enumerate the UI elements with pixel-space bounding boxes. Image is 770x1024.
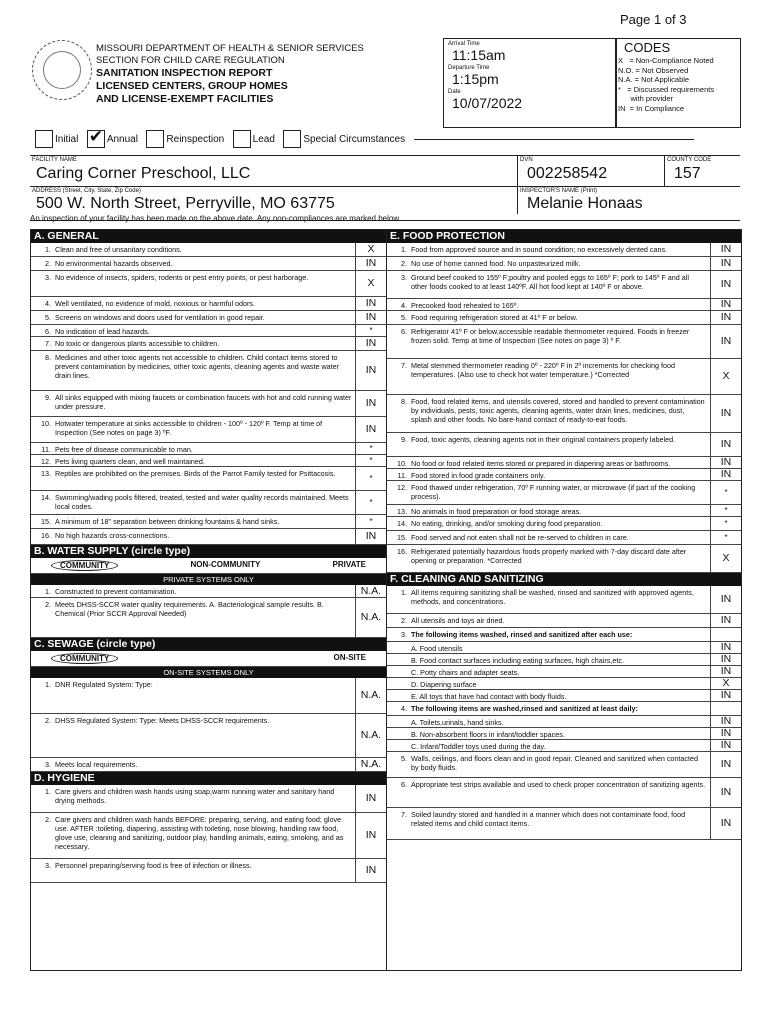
- status-mark[interactable]: IN: [710, 728, 741, 739]
- item-number: 1.: [45, 787, 51, 796]
- agency-block: [96, 43, 426, 106]
- status-mark[interactable]: IN: [710, 586, 741, 613]
- item-text: Food from approved source and in sound condition; no excessively dented cans.: [411, 245, 668, 254]
- status-mark[interactable]: IN: [710, 243, 741, 256]
- item-number: 6.: [401, 780, 407, 789]
- type-options: [31, 558, 386, 574]
- item-text: Metal stemmed thermometer reading 0º - 220º F in 2º increments for checking food temperatures. (Also use to check hot water temperature.) *Corrected: [411, 361, 675, 379]
- item-text: Swimming/wading pools filtered, treated, tested and water quality records maintained. Meets local codes.: [55, 493, 349, 511]
- item-number: 7.: [401, 361, 407, 370]
- item-text: Screens on windows and doors used for ventilation in good repair.: [55, 313, 265, 322]
- status-mark[interactable]: X: [710, 545, 741, 572]
- checklist-row: [31, 785, 386, 813]
- item-number: 11.: [41, 445, 51, 454]
- status-mark[interactable]: *: [710, 505, 741, 516]
- item-text: No indication of lead hazards.: [55, 327, 150, 336]
- item-text: Reptiles are prohibited on the premises. Birds of the Parrot Family tested for Psittacosis.: [55, 469, 336, 478]
- item-number: 14.: [41, 493, 51, 502]
- status-mark[interactable]: IN: [355, 257, 386, 270]
- status-mark[interactable]: *: [355, 515, 386, 528]
- checklist-row: [387, 243, 741, 257]
- item-number: 2.: [45, 600, 51, 609]
- checklist-row: [31, 714, 386, 758]
- checklist-row: [31, 467, 386, 491]
- status-mark[interactable]: X: [355, 271, 386, 296]
- status-mark[interactable]: IN: [710, 778, 741, 807]
- arrival-time: 11:15am: [452, 47, 506, 63]
- item-text: A. Food utensils: [411, 644, 463, 653]
- item-number: 13.: [397, 507, 407, 516]
- section-cleaning-header: F. CLEANING AND SANITIZING: [387, 573, 741, 586]
- status-mark[interactable]: IN: [355, 351, 386, 390]
- type-option[interactable]: NON-COMMUNITY: [190, 560, 261, 569]
- checklist-row: [31, 257, 386, 271]
- item-text: Ground beef cooked to 155º F;poultry and pooled eggs to 165º F; pork to 145º F and all other foods cooked to at least 140ºF. All hot food kept at 140º F or above.: [411, 273, 689, 291]
- item-text: No toxic or dangerous plants accessible to children.: [55, 339, 220, 348]
- checklist-row: [387, 457, 741, 469]
- item-number: 2.: [401, 616, 407, 625]
- checklist-row: [387, 311, 741, 325]
- checklist-row: [387, 299, 741, 311]
- checklist-row: [387, 702, 741, 716]
- item-text: Soiled laundry stored and handled in a manner which does not contaminate food, food related items and child contact items.: [411, 810, 686, 828]
- status-mark[interactable]: IN: [710, 808, 741, 839]
- checklist-row: [31, 678, 386, 714]
- item-number: 8.: [401, 397, 407, 406]
- status-mark[interactable]: *: [710, 517, 741, 530]
- checklist-row: [387, 728, 741, 740]
- checklist-row: [31, 325, 386, 337]
- checklist-row: [387, 666, 741, 678]
- item-text: No environmental hazards observed.: [55, 259, 173, 268]
- checklist-row: [387, 678, 741, 690]
- item-text: Constructed to prevent contamination.: [55, 587, 177, 596]
- status-mark[interactable]: IN: [355, 297, 386, 310]
- checklist-row: [31, 515, 386, 529]
- item-number: 4.: [401, 704, 407, 713]
- status-mark[interactable]: IN: [355, 417, 386, 442]
- section-general-header: A. GENERAL: [31, 230, 386, 243]
- checklist-row: [31, 859, 386, 883]
- checklist-row: [387, 257, 741, 271]
- item-text: No evidence of insects, spiders, rodents or pest entry points, or pest harborage.: [55, 273, 309, 282]
- status-mark[interactable]: IN: [710, 433, 741, 456]
- item-number: 1.: [401, 245, 407, 254]
- item-number: 5.: [45, 313, 51, 322]
- item-text: All sinks equipped with mixing faucets or combination faucets with hot and cold running water under pressure.: [55, 393, 352, 411]
- item-number: 4.: [401, 301, 407, 310]
- status-mark[interactable]: [710, 628, 741, 641]
- item-number: 15.: [397, 533, 407, 542]
- report-title: SANITATION INSPECTION REPORT: [96, 67, 273, 79]
- item-number: 10.: [41, 419, 51, 428]
- item-text: Refrigerator 41º F or below,accessible readable thermometer required. Foods in freezer frozen solid. Temp at time of Inspection (See notes on page 3) º F.: [411, 327, 690, 345]
- type-option[interactable]: PRIVATE: [332, 560, 366, 569]
- checklist-row: [387, 395, 741, 433]
- checklist-row: [387, 740, 741, 752]
- item-text: Care givers and children wash hands using soap,warm running water and sanitary hand drying methods.: [55, 787, 335, 805]
- checklist-row: [31, 758, 386, 772]
- item-number: 1.: [401, 588, 407, 597]
- checklist-row: [387, 545, 741, 573]
- item-text: Food, toxic agents, cleaning agents not in their original containers properly labeled.: [411, 435, 676, 444]
- checklist-row: [31, 337, 386, 351]
- initial-checkbox[interactable]: [35, 130, 53, 148]
- status-mark[interactable]: N.A.: [355, 585, 386, 597]
- checklist-row: [387, 808, 741, 840]
- item-text: Pets living quarters clean, and well maintained.: [55, 457, 205, 466]
- codes-legend: CODES X = Non-Compliance Noted N.O. = Not Observed N.A. = Not Applicable * = Discussed requirements with provider IN = In Compliance: [615, 38, 741, 128]
- item-text: Food served and not eaten shall not be re-served to children in care.: [411, 533, 629, 542]
- checklist-row: [387, 690, 741, 702]
- item-number: 5.: [401, 754, 407, 763]
- item-text: No animals in food preparation or food storage areas.: [411, 507, 582, 516]
- item-number: 8.: [45, 353, 51, 362]
- item-number: 10.: [397, 459, 407, 468]
- item-number: 3.: [45, 861, 51, 870]
- checklist-row: [387, 654, 741, 666]
- checklist-row: [387, 271, 741, 299]
- item-text: Food stored in food grade containers only.: [411, 471, 546, 480]
- subsection-header: ON-SITE SYSTEMS ONLY: [31, 667, 386, 678]
- item-text: All items requiring sanitizing shall be washed, rinsed and sanitized with approved agents, methods, and concentrations.: [411, 588, 694, 606]
- checklist-row: [387, 325, 741, 359]
- item-text: DNR Regulated System: Type:: [55, 680, 153, 689]
- item-text: No use of home canned food. No unpasteurized milk.: [411, 259, 581, 268]
- status-mark[interactable]: N.A.: [355, 678, 386, 713]
- item-text: DHSS Regulated System: Type: Meets DHSS-SCCR requirements.: [55, 716, 270, 725]
- annual-checkbox[interactable]: [87, 130, 105, 148]
- item-text: Well ventilated, no evidence of mold, noxious or harmful odors.: [55, 299, 256, 308]
- checklist-row: [31, 297, 386, 311]
- item-text: Pets free of disease communicable to man.: [55, 445, 193, 454]
- checklist-row: [387, 505, 741, 517]
- time-box: Arrival Time 11:15am Departure Time 1:15pm Date 10/07/2022: [443, 38, 617, 128]
- status-mark[interactable]: N.A.: [355, 714, 386, 757]
- item-text: Food requiring refrigeration stored at 41º F or below.: [411, 313, 578, 322]
- checklist-row: [31, 243, 386, 257]
- status-mark[interactable]: *: [355, 455, 386, 466]
- status-mark[interactable]: IN: [710, 740, 741, 751]
- status-mark[interactable]: IN: [710, 690, 741, 701]
- checklist-row: [387, 716, 741, 728]
- status-mark[interactable]: *: [355, 443, 386, 454]
- item-number: 7.: [45, 339, 51, 348]
- item-number: 12.: [41, 457, 51, 466]
- status-mark[interactable]: *: [355, 491, 386, 514]
- status-mark[interactable]: IN: [710, 311, 741, 324]
- item-number: 3.: [401, 273, 407, 282]
- status-mark[interactable]: IN: [355, 529, 386, 544]
- item-text: All utensils and toys air dried.: [411, 616, 505, 625]
- type-option[interactable]: COMMUNITY: [51, 560, 118, 571]
- item-number: 9.: [45, 393, 51, 402]
- status-mark[interactable]: IN: [710, 469, 741, 480]
- facility-info: FACILITY NAME Caring Corner Preschool, LLC DVN 002258542 COUNTY CODE 157 ADDRESS (Street, City, State, Zip Code) 500 W. North Street, Perryville, MO 63775 INSPECTOR'S NAME (Print) Melanie Honaas An inspection of your facility has been made on the above date. Any non-compliances are marked below.: [30, 155, 740, 221]
- checklist-row: [31, 271, 386, 297]
- item-text: The following items washed, rinsed and sanitized after each use:: [411, 630, 633, 639]
- item-number: 6.: [401, 327, 407, 336]
- item-text: Care givers and children wash hands BEFORE: preparing, serving, and eating food; glove use. AFTER :toileting, diapering, assisting with toileting, nose blowing, handling raw food, glove use, cleaning and sanitizing, outdoor play, handling animals, eating, smoking, and as necessary.: [55, 815, 344, 851]
- checklist-row: [31, 598, 386, 638]
- status-mark[interactable]: IN: [355, 311, 386, 324]
- status-mark[interactable]: *: [355, 467, 386, 490]
- facility-address: 500 W. North Street, Perryville, MO 63775: [36, 195, 335, 212]
- checklist-row: [387, 642, 741, 654]
- status-mark[interactable]: IN: [355, 391, 386, 416]
- status-mark[interactable]: IN: [710, 614, 741, 627]
- checklist-row: [31, 813, 386, 859]
- item-number: 16.: [397, 547, 407, 556]
- status-mark[interactable]: IN: [710, 457, 741, 468]
- item-number: 5.: [401, 313, 407, 322]
- item-text: B. Non-absorbent floors in infant/toddler spaces.: [411, 730, 565, 739]
- item-text: A minimum of 18" separation between drinking fountains & hand sinks.: [55, 517, 280, 526]
- agency-line: SECTION FOR CHILD CARE REGULATION: [96, 55, 285, 66]
- state-seal: [32, 40, 92, 100]
- item-text: Food thawed under refrigeration, 70º F running water, or microwave (if part of the cooking process).: [411, 483, 696, 501]
- special-checkbox[interactable]: [283, 130, 301, 148]
- status-mark[interactable]: *: [355, 325, 386, 336]
- item-text: No eating, drinking, and/or smoking during food preparation.: [411, 519, 603, 528]
- inspection-date: 10/07/2022: [452, 95, 523, 111]
- status-mark[interactable]: *: [710, 531, 741, 544]
- status-mark[interactable]: IN: [710, 299, 741, 310]
- checklist-row: [31, 455, 386, 467]
- status-mark[interactable]: IN: [710, 271, 741, 298]
- item-text: No food or food related items stored or prepared in diapering areas or bathrooms.: [411, 459, 671, 468]
- item-text: Precooked food reheated to 165º.: [411, 301, 519, 310]
- section-food-header: E. FOOD PROTECTION: [387, 230, 741, 243]
- item-text: Clean and free of unsanitary conditions.: [55, 245, 182, 254]
- item-number: 1.: [45, 587, 51, 596]
- item-number: 1.: [45, 245, 51, 254]
- left-column: [30, 229, 387, 971]
- page-indicator: Page 1 of 3: [620, 12, 687, 27]
- item-text: E. All toys that have had contact with body fluids.: [411, 692, 567, 701]
- notice-text: An inspection of your facility has been made on the above date. Any non-compliances are marked below.: [30, 214, 401, 223]
- status-mark[interactable]: IN: [710, 666, 741, 677]
- item-number: 4.: [45, 299, 51, 308]
- status-mark[interactable]: IN: [710, 642, 741, 653]
- item-text: Meets local requirements.: [55, 760, 138, 769]
- status-mark[interactable]: IN: [710, 654, 741, 665]
- item-number: 11.: [397, 471, 407, 480]
- type-option[interactable]: COMMUNITY: [51, 653, 118, 664]
- status-mark[interactable]: IN: [710, 325, 741, 358]
- item-number: 3.: [45, 273, 51, 282]
- item-number: 2.: [45, 815, 51, 824]
- item-text: C. Potty chairs and adapter seats.: [411, 668, 520, 677]
- checklist-row: [31, 443, 386, 455]
- checklist-row: [31, 351, 386, 391]
- item-number: 12.: [397, 483, 407, 492]
- item-text: Medicines and other toxic agents not accessible to children. Child contact items stored to prevent contamination by medicines, other toxic agents, cleaning agents and waste water drain lines.: [55, 353, 340, 380]
- status-mark[interactable]: IN: [710, 257, 741, 270]
- section-hygiene-header: D. HYGIENE: [31, 772, 386, 785]
- status-mark[interactable]: IN: [355, 813, 386, 858]
- checklist-row: [31, 311, 386, 325]
- report-title: AND LICENSE-EXEMPT FACILITIES: [96, 93, 274, 105]
- item-text: Appropriate test strips available and used to check proper concentration of sanitizing agents.: [411, 780, 706, 789]
- status-mark[interactable]: N.A.: [355, 598, 386, 637]
- item-number: 1.: [45, 680, 51, 689]
- facility-name: Caring Corner Preschool, LLC: [36, 165, 251, 182]
- item-text: Walls, ceilings, and floors clean and in good repair. Cleaned and sanitized when contacted by body fluids.: [411, 754, 699, 772]
- item-number: 9.: [401, 435, 407, 444]
- status-mark[interactable]: X: [355, 243, 386, 256]
- inspector-name: Melanie Honaas: [527, 195, 643, 212]
- status-mark[interactable]: [710, 702, 741, 715]
- report-title: LICENSED CENTERS, GROUP HOMES: [96, 80, 288, 92]
- status-mark[interactable]: IN: [710, 752, 741, 777]
- item-number: 2.: [45, 259, 51, 268]
- section-sewage-header: C. SEWAGE (circle type): [31, 638, 386, 651]
- county-code: 157: [674, 165, 701, 182]
- item-number: 16.: [41, 531, 51, 540]
- item-number: 3.: [401, 630, 407, 639]
- checklist-row: [387, 778, 741, 808]
- inspection-type-row: Initial ✔ Annual Reinspection Lead Special Circumstances: [35, 130, 695, 150]
- type-option[interactable]: ON-SITE: [333, 653, 366, 662]
- status-mark[interactable]: N.A.: [355, 758, 386, 771]
- status-mark[interactable]: X: [710, 678, 741, 689]
- checklist-row: [387, 752, 741, 778]
- item-text: Food, food related items, and utensils covered, stored and handled to prevent contamination by individuals, pests, toxic agents, cleaning agents, water drain lines, medicines, dust, splash and other foods. No bare-hand contact of ready-to-eat foods.: [411, 397, 705, 424]
- status-mark[interactable]: *: [710, 481, 741, 504]
- item-number: 2.: [45, 716, 51, 725]
- checklist-row: [387, 628, 741, 642]
- item-number: 6.: [45, 327, 51, 336]
- item-text: Hotwater temperature at sinks accessible to children - 100º - 120º F. Temp at time of Inspection (See notes on page 3) ºF.: [55, 419, 323, 437]
- item-text: D. Diapering surface: [411, 680, 477, 689]
- checklist-row: [387, 531, 741, 545]
- item-number: 13.: [41, 469, 51, 478]
- departure-time: 1:15pm: [452, 71, 499, 87]
- lead-checkbox[interactable]: [233, 130, 251, 148]
- status-mark[interactable]: IN: [355, 859, 386, 882]
- section-water-header: B. WATER SUPPLY (circle type): [31, 545, 386, 558]
- reinspection-checkbox[interactable]: [146, 130, 164, 148]
- checklist-row: [387, 433, 741, 457]
- item-text: Meets DHSS-SCCR water quality requirements. A. Bacteriological sample results. B. Chemical (Prior SCCR Approval Needed): [55, 600, 324, 618]
- checklist-row: [31, 529, 386, 545]
- dvn: 002258542: [527, 165, 608, 182]
- item-text: No high hazards cross-connections.: [55, 531, 170, 540]
- status-mark[interactable]: IN: [710, 395, 741, 432]
- checklist-row: [31, 585, 386, 598]
- checklist-row: [31, 391, 386, 417]
- checklist-row: [31, 491, 386, 515]
- item-number: 14.: [397, 519, 407, 528]
- status-mark[interactable]: IN: [355, 785, 386, 812]
- type-options: [31, 651, 386, 667]
- item-text: A. Toilets,urinals, hand sinks.: [411, 718, 504, 727]
- status-mark[interactable]: IN: [710, 716, 741, 727]
- checklist-row: [387, 614, 741, 628]
- checklist-row: [31, 417, 386, 443]
- status-mark[interactable]: X: [710, 359, 741, 394]
- checklist-row: [387, 359, 741, 395]
- checklist-row: [387, 517, 741, 531]
- right-column: [386, 229, 742, 971]
- item-text: C. Infant/Toddler toys used during the day.: [411, 742, 546, 751]
- item-text: Personnel preparing/serving food is free of infection or illness.: [55, 861, 252, 870]
- item-text: The following items are washed,rinsed and sanitized at least daily:: [411, 704, 638, 713]
- agency-line: MISSOURI DEPARTMENT OF HEALTH & SENIOR SERVICES: [96, 43, 364, 54]
- item-number: 3.: [45, 760, 51, 769]
- subsection-header: PRIVATE SYSTEMS ONLY: [31, 574, 386, 585]
- item-text: B. Food contact surfaces including eating surfaces, high chairs,etc.: [411, 656, 624, 665]
- checklist-row: [387, 481, 741, 505]
- item-number: 15.: [41, 517, 51, 526]
- checklist-row: [387, 586, 741, 614]
- status-mark[interactable]: IN: [355, 337, 386, 350]
- item-number: 7.: [401, 810, 407, 819]
- item-number: 2.: [401, 259, 407, 268]
- item-text: Refrigerated potentially hazardous foods properly marked with 7-day discard date after opening or preparation. *Corrected: [411, 547, 687, 565]
- checklist-row: [387, 469, 741, 481]
